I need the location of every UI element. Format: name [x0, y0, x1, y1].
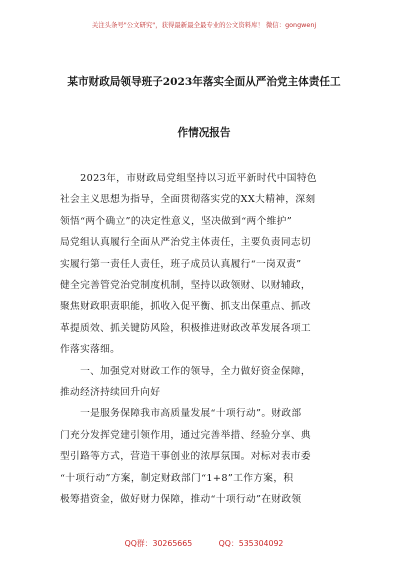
body-line: 极筹措资金，做好财力保障，推动“十项行动”在财政领	[60, 494, 302, 505]
body-line: 聚焦财政职责职能，抓收入促平衡、抓支出保重点、抓改	[60, 301, 311, 313]
body-line: 革提质效、抓关键防风险，积极推进财政改革发展各项工	[60, 322, 311, 334]
body-line: “十项行动”方案，制定财政部门“1+8”工作方案，积	[60, 472, 294, 484]
body-line: 一是服务保障我市高质量发展“十项行动”。财政部	[60, 408, 302, 420]
body-line: 2023年，市财政局党组坚持以习近平新时代中国特色	[60, 173, 317, 184]
document-title-line-1: 某市财政局领导班子2023年落实全面从严治党主体责任工	[67, 76, 341, 88]
body-line: 作落实落细。	[60, 344, 121, 356]
body-line: 一、加强党对财政工作的领导，全力做好资金保障，	[60, 365, 311, 377]
footer-qq-group: QQ群：30265665	[124, 539, 193, 548]
header-banner: 关注头条号"公文研究"，获得最新最全最专业的公文资料库！ 微信：gongwenj	[91, 21, 317, 29]
body-line: 推动经济持续回升向好	[60, 387, 161, 398]
body-line: 局党组认真履行全面从严治党主体责任，主要负责同志切	[60, 237, 311, 249]
document-title-line-2: 作情况报告	[177, 127, 231, 139]
body-line: 健全完善管党治党制度机制，坚持以政领财、以财辅政，	[60, 280, 311, 291]
body-line: 领悟“两个确立”的决定性意义，坚决做到“两个维护”	[60, 215, 292, 227]
body-line: 社会主义思想为指导，全面贯彻落实党的XX大精神，深刻	[60, 194, 316, 206]
body-line: 型引路等方式，营造干事创业的浓厚氛围。对标对表市委	[60, 451, 311, 463]
footer-qq: QQ：535304092	[218, 539, 284, 548]
footer-contact	[0, 538, 408, 549]
body-line: 门充分发挥党建引领作用，通过完善举措、经验分享、典	[60, 429, 311, 441]
body-line: 实履行第一责任人责任，班子成员认真履行“一岗双责”	[60, 258, 302, 270]
